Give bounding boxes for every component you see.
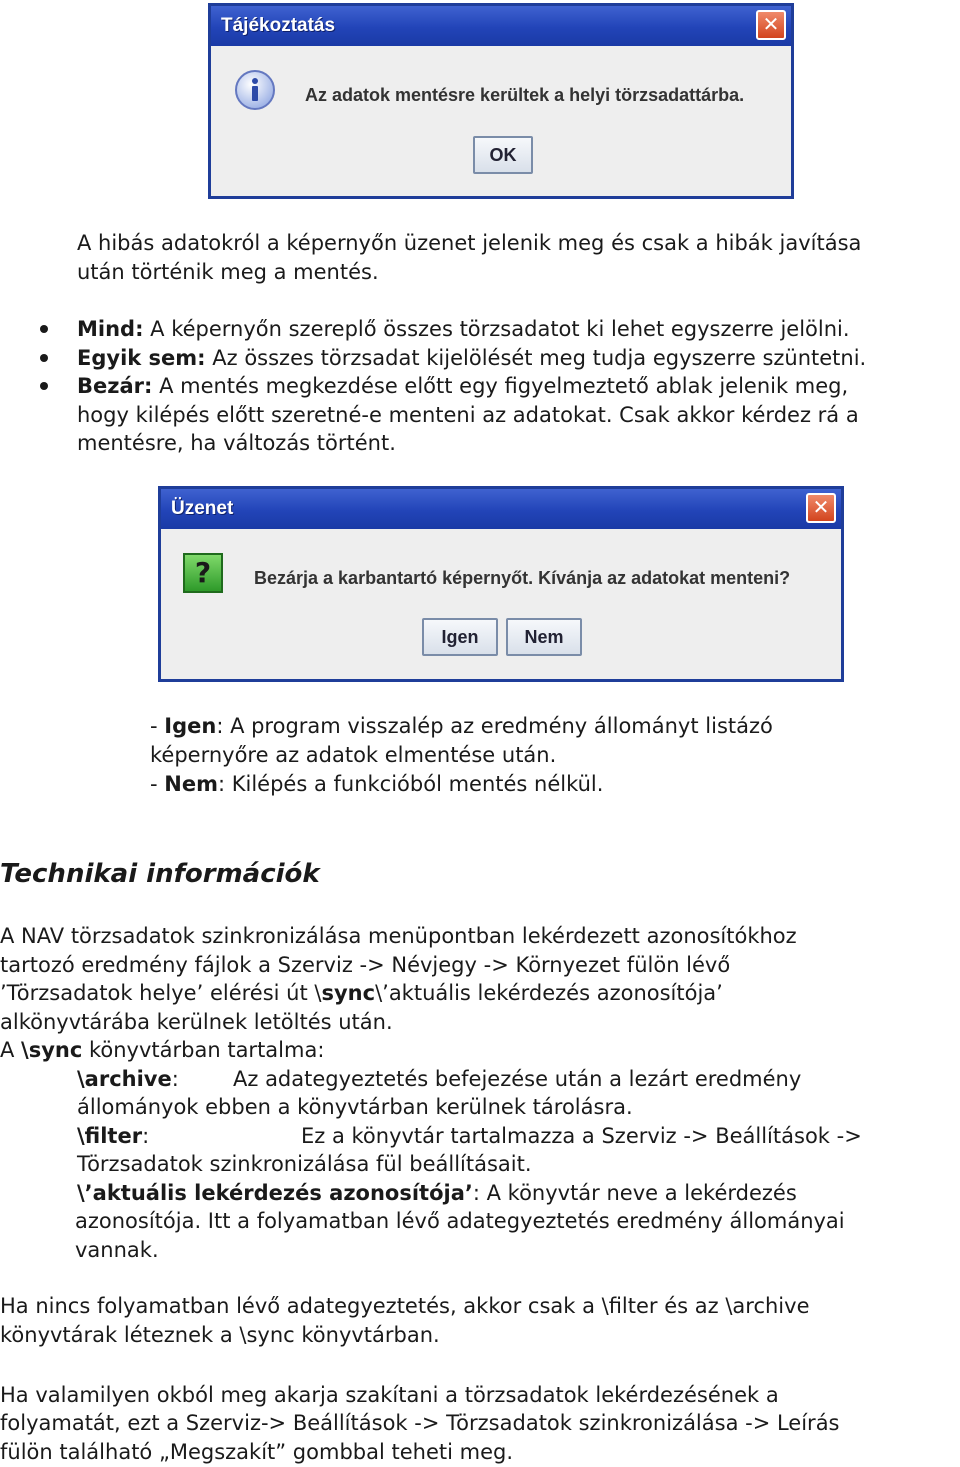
question-icon [183,553,223,593]
close-icon[interactable]: ✕ [806,493,836,523]
filter-term [77,1122,149,1151]
ok-button[interactable]: OK [473,136,533,174]
intro-line-2: után történik meg a mentés. [77,260,379,284]
bullet-bezar-line-3: mentésre, ha változás történt. [77,431,396,455]
option-igen-text: : A program visszalép az eredmény állományt listázó [216,714,773,738]
bullet-marker [40,382,48,390]
bullet-egyik-text: Az összes törzsadat kijelölését meg tudja egyszerre szüntetni. [205,346,867,370]
tech-p2 [0,1036,324,1065]
info-dialog [208,3,794,199]
tech-p1-line-2: tartozó eredmény fájlok a Szerviz -> Névjegy -> Környezet fülön lévő [0,953,731,977]
option-nem-text: : Kilépés a funkcióból mentés nélkül. [217,772,604,796]
bullet-marker [40,325,48,333]
question-icon-glyph: ? [194,556,212,589]
option-igen [150,712,773,741]
option-dash: - [150,772,165,796]
intro-line-1: A hibás adatokról a képernyőn üzenet jelenik meg és csak a hibák javítása [77,231,862,255]
bullet-mind-label: Mind: [77,317,144,341]
info-icon [233,68,277,112]
tech-p1-line-3 [0,979,723,1008]
tech-p3-line-2: könyvtárak léteznek a \sync könyvtárban. [0,1323,440,1347]
tech-p2-c: könyvtárban tartalma: [82,1038,325,1062]
tech-p3-line-1: Ha nincs folyamatban lévő adategyeztetés, akkor csak a \filter és az \archive [0,1294,810,1318]
archive-colon: : [171,1067,179,1091]
filter-desc-line-2: Törzsadatok szinkronizálása fül beállításait. [77,1152,532,1176]
bullet-egyik [77,344,866,373]
bullet-egyik-label: Egyik sem: [77,346,206,370]
archive-desc-line-2: állományok ebben a könyvtárban kerülnek tárolásra. [77,1095,633,1119]
bullet-bezar [77,372,848,401]
info-dialog-titlebar [211,6,791,46]
tech-p1-line-3a: ’Törzsadatok helye’ elérési út \ [0,981,322,1005]
tech-p4-line-2: folyamatát, ezt a Szerviz-> Beállítások -> Törzsadatok szinkronizálása -> Leírás [0,1411,840,1435]
bullet-bezar-text: A mentés megkezdése előtt egy figyelmeztető ablak jelenik meg, [152,374,849,398]
tech-p1-sync: sync [321,981,376,1005]
aktualis-desc-line-2: azonosítója. Itt a folyamatban lévő adategyeztetés eredmény állományai [75,1209,845,1233]
tech-p2-sync: \sync [21,1038,83,1062]
yes-button[interactable]: Igen [422,618,498,656]
option-nem [150,770,603,799]
info-dialog-message: Az adatok mentésre kerültek a helyi törzsadattárba. [305,85,745,105]
filter-desc-line-1: Ez a könyvtár tartalmazza a Szerviz -> Beállítások -> [301,1124,862,1148]
bullet-mind-text: A képernyőn szereplő összes törzsadatot ki lehet egyszerre jelölni. [143,317,850,341]
aktualis-term [77,1179,797,1208]
option-igen-label: Igen [164,714,217,738]
no-button[interactable]: Nem [506,618,582,656]
tech-p1-line-1: A NAV törzsadatok szinkronizálása menüpontban lekérdezett azonosítókhoz [0,924,797,948]
aktualis-label: \’aktuális lekérdezés azonosítója’ [77,1181,473,1205]
message-dialog [158,486,844,682]
tech-p4-line-3: fülön található „Megszakít” gombbal teheti meg. [0,1440,513,1464]
bullet-bezar-line-2: hogy kilépés előtt szeretné-e menteni az adatokat. Csak akkor kérdez rá a [77,403,859,427]
aktualis-desc-line-1: : A könyvtár neve a lekérdezés [472,1181,797,1205]
message-dialog-text: Bezárja a karbantartó képernyőt. Kívánja az adatokat menteni? [254,568,791,588]
archive-desc-line-1: Az adategyeztetés befejezése után a lezárt eredmény [233,1067,802,1091]
section-heading: Technikai információk [0,859,320,889]
option-nem-label: Nem [164,772,218,796]
bullet-bezar-label: Bezár: [77,374,153,398]
tech-p1-line-3c: \’aktuális lekérdezés azonosítója’ [375,981,723,1005]
message-dialog-titlebar [161,489,841,529]
close-icon[interactable]: ✕ [756,10,786,40]
filter-colon: : [142,1124,150,1148]
info-dialog-title: Tájékoztatás [221,15,336,36]
bullet-marker [40,354,48,362]
tech-p1-line-4: alkönyvtárába kerülnek letöltés után. [0,1010,393,1034]
filter-label: \filter [77,1124,143,1148]
tech-p4-line-1: Ha valamilyen okból meg akarja szakítani a törzsadatok lekérdezésének a [0,1383,779,1407]
tech-p2-a: A [0,1038,22,1062]
message-dialog-title: Üzenet [171,498,234,519]
aktualis-desc-line-3: vannak. [75,1238,159,1262]
bullet-mind [77,315,850,344]
option-dash: - [150,714,165,738]
archive-label: \archive [77,1067,172,1091]
option-igen-line-2: képernyőre az adatok elmentése után. [150,743,557,767]
archive-term [77,1065,179,1094]
